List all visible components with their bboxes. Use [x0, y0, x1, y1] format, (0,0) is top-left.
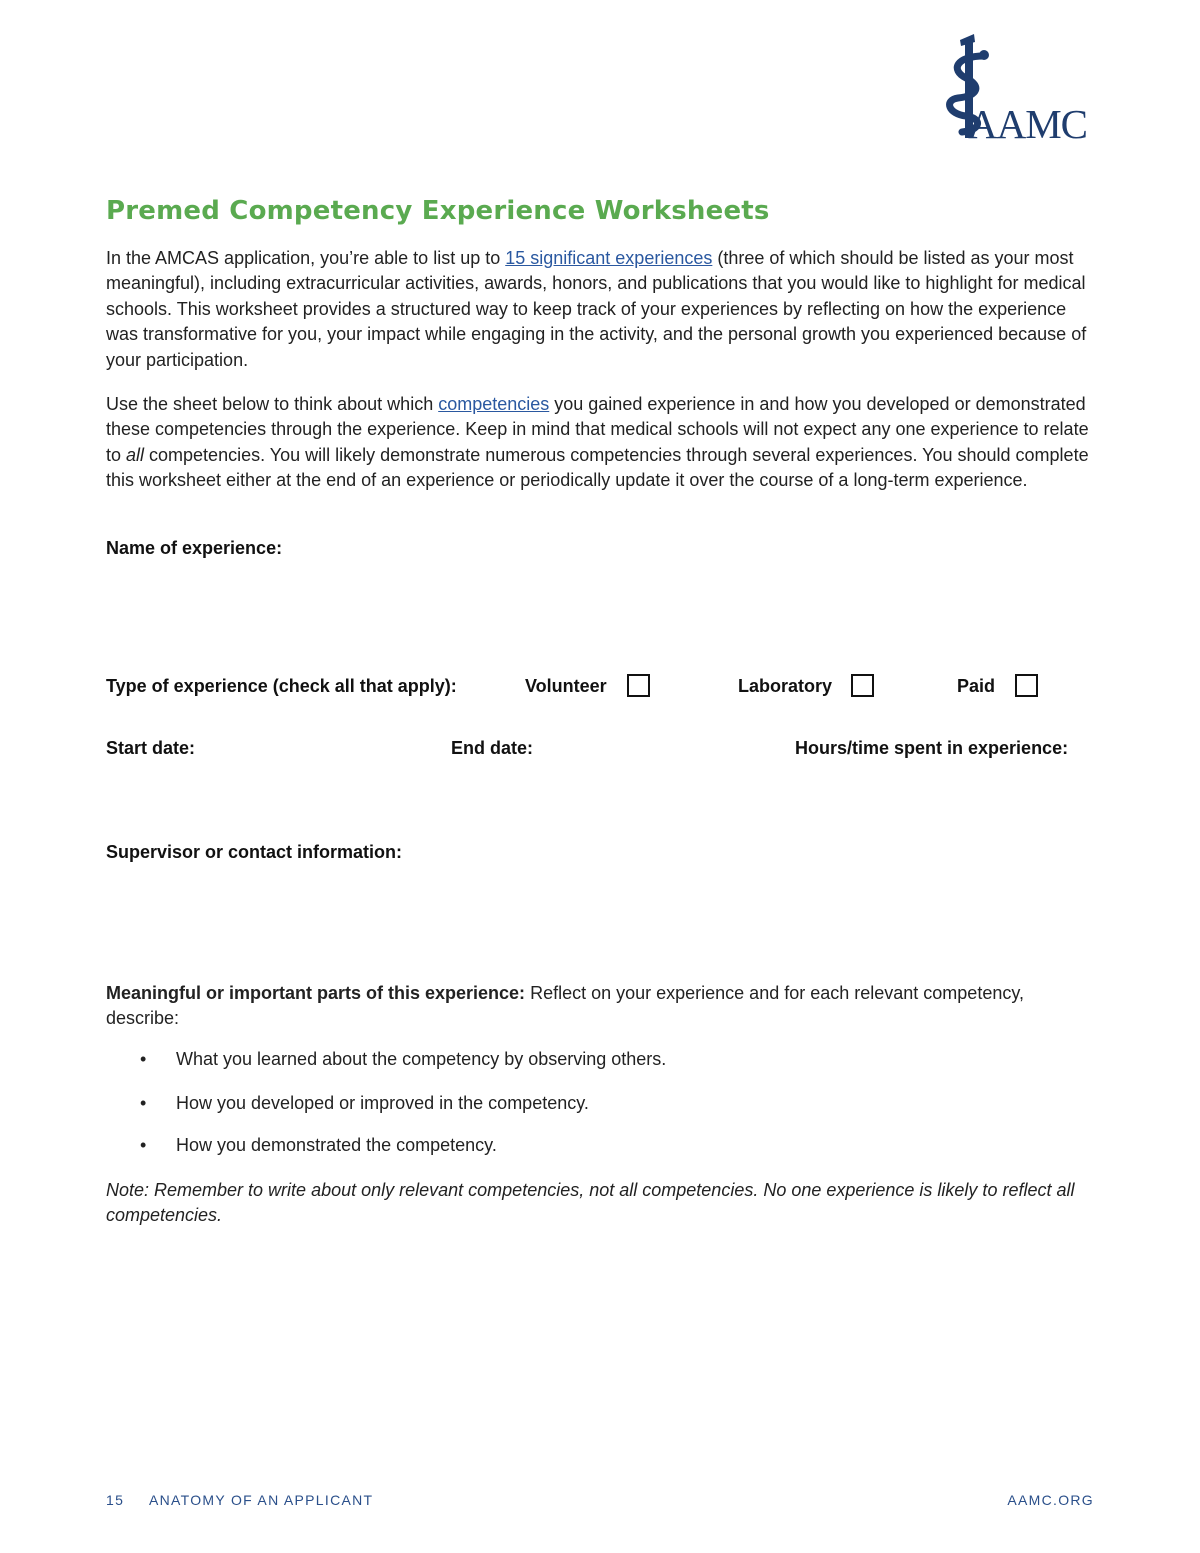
laboratory-checkbox[interactable]: [851, 674, 874, 697]
list-item: [140, 1135, 497, 1156]
meaningful-label: Meaningful or important parts of this experience:: [106, 983, 526, 1003]
meaningful-text: Reflect on your experience and for each relevant competency, describe:: [106, 983, 1025, 1029]
intro-paragraph-1: [106, 246, 1096, 373]
meaningful-paragraph: [106, 981, 1096, 1032]
bullet-text: What you learned about the competency by observing others.: [176, 1049, 667, 1069]
intro-text: In the AMCAS application, you’re able to list up to: [106, 248, 506, 268]
paid-label: Paid: [957, 676, 996, 696]
paid-checkbox[interactable]: [1015, 674, 1038, 697]
footer-page-number: 15: [106, 1492, 125, 1508]
bullet-text: How you developed or improved in the competency.: [176, 1093, 589, 1113]
competencies-link[interactable]: competencies: [438, 394, 550, 414]
intro-text: Use the sheet below to think about which: [106, 394, 439, 414]
note-text: Note: Remember to write about only relevant competencies, not all competencies. No one experience is likely to reflect all competencies.: [106, 1180, 1075, 1226]
end-date-label: End date:: [451, 738, 534, 758]
supervisor-label: Supervisor or contact information:: [106, 842, 403, 862]
hours-label: Hours/time spent in experience:: [795, 738, 1069, 758]
intro-paragraph-2: [106, 392, 1096, 494]
volunteer-checkbox[interactable]: [627, 674, 650, 697]
volunteer-label: Volunteer: [525, 676, 607, 696]
page-title: Premed Competency Experience Worksheets: [106, 196, 770, 226]
logo-wordmark: AAMC: [968, 101, 1088, 147]
significant-experiences-link[interactable]: 15 significant experiences: [505, 248, 713, 268]
bullet-icon: •: [140, 1093, 147, 1113]
list-item: [140, 1093, 589, 1114]
intro-text: competencies. You will likely demonstrate numerous competencies through several experiences. You should complete this worksheet either at the end of an experience or periodically update it over the course of a long-term experience.: [106, 444, 1089, 491]
bullet-icon: •: [140, 1049, 147, 1069]
list-item: [140, 1049, 666, 1070]
footer-site-link[interactable]: AAMC.ORG: [1007, 1492, 1094, 1508]
type-of-experience-label: Type of experience (check all that apply):: [106, 676, 457, 696]
emphasis-text: all: [126, 444, 145, 465]
intro-text: (three of which should be listed as your most meaningful), including extracurricular activities, awards, honors, and publications that you would like to highlight for medical schools. This worksheet provides a structured way to keep track of your experiences by reflecting on how the experience was transformative for you, your impact while engaging in the activity, and the personal growth you experienced because of your participation.: [106, 248, 1087, 370]
bullet-icon: •: [140, 1135, 147, 1155]
name-of-experience-label: Name of experience:: [106, 538, 283, 558]
footer-section: ANATOMY OF AN APPLICANT: [149, 1492, 374, 1508]
start-date-label: Start date:: [106, 738, 196, 758]
bullet-text: How you demonstrated the competency.: [176, 1135, 497, 1155]
laboratory-label: Laboratory: [738, 676, 833, 696]
intro-text: you gained experience in and how you developed or demonstrated these competencies through the experience. Keep in mind that medical schools will not expect any one experience to relate to: [106, 394, 1089, 465]
